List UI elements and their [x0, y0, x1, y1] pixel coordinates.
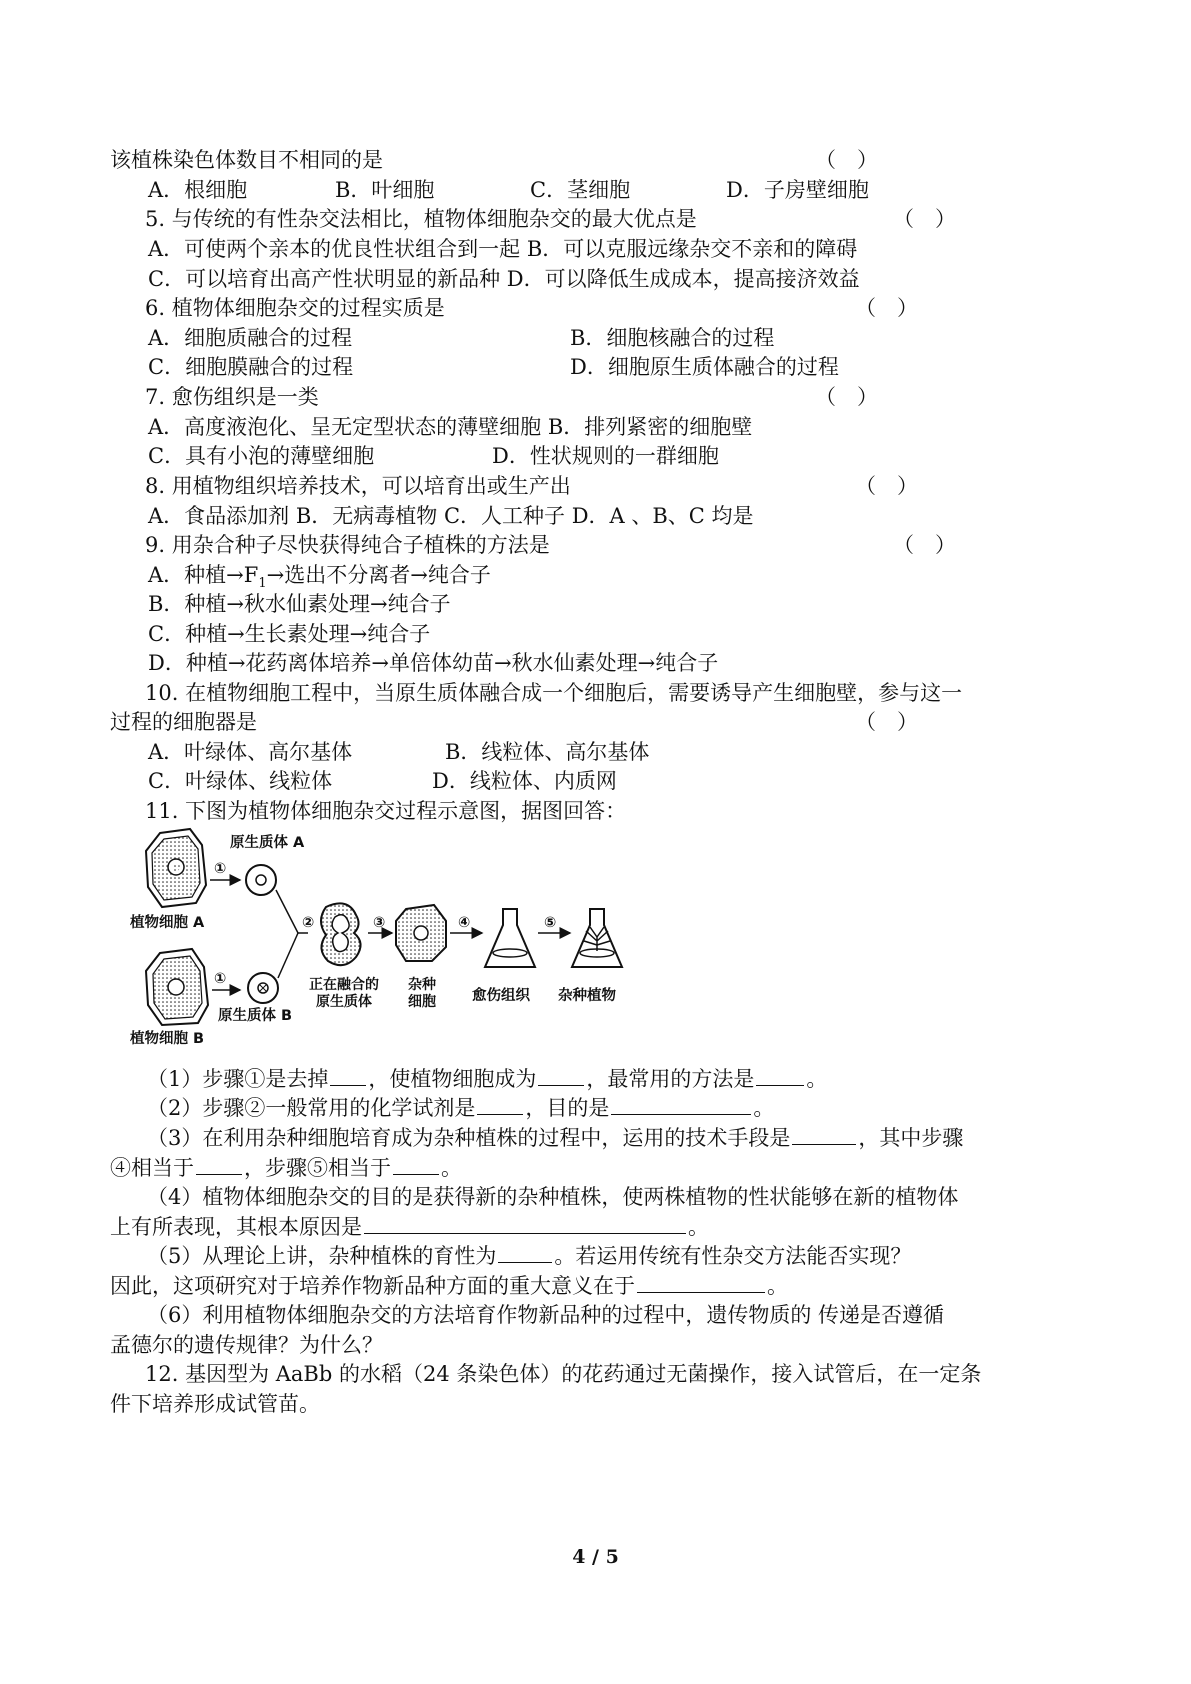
- blank-3a[interactable]: [792, 1124, 856, 1145]
- q11-sub2: （2）步骤②一般常用的化学试剂是 ，目的是 。: [147, 1096, 775, 1120]
- fusing-protoplast-shape: [321, 903, 361, 965]
- callus-label: 愈伤组织: [472, 988, 530, 1004]
- q9-stem: 9. 用杂合种子尽快获得纯合子植株的方法是: [145, 533, 550, 557]
- blank-2b[interactable]: [611, 1094, 751, 1115]
- protoplast-a-label: 原生质体 A: [230, 835, 305, 851]
- q10-option-b: B．线粒体、高尔基体: [445, 740, 650, 764]
- q4-option-d: D．子房壁细胞: [726, 178, 869, 202]
- blank-1c[interactable]: [756, 1065, 804, 1086]
- plant-cell-a-label: 植物细胞 A: [130, 915, 205, 931]
- q7-option-c: C．具有小泡的薄壁细胞: [148, 444, 375, 468]
- blank-4[interactable]: [364, 1213, 686, 1234]
- plant-cell-b-label: 植物细胞 B: [130, 1031, 205, 1047]
- q8-answer-paren: （ ）: [855, 474, 918, 498]
- q5-stem: 5. 与传统的有性杂交法相比，植物体细胞杂交的最大优点是: [145, 207, 697, 231]
- q9-option-c: C．种植→生长素处理→纯合子: [148, 622, 431, 646]
- blank-5b[interactable]: [637, 1272, 765, 1293]
- q8-stem: 8. 用植物组织培养技术，可以培育出或生产出: [145, 474, 571, 498]
- callus-flask-shape: [485, 909, 535, 967]
- q5-options-line2: C．可以培育出高产性状明显的新品种 D．可以降低生成成本，提高接济效益: [148, 267, 860, 291]
- plant-cell-a-shape: [146, 829, 206, 907]
- q7-answer-paren: （ ）: [815, 385, 878, 409]
- q5-answer-paren: （ ）: [893, 207, 956, 231]
- q9-answer-paren: （ ）: [893, 533, 956, 557]
- q11-sub4-line2: 上有所表现，其根本原因是 。: [110, 1215, 709, 1239]
- page-number: 4 / 5: [572, 1546, 619, 1568]
- q9-option-b: B．种植→秋水仙素处理→纯合子: [148, 592, 451, 616]
- q10-option-a: A．叶绿体、高尔基体: [148, 740, 353, 764]
- blank-2a[interactable]: [477, 1094, 523, 1115]
- blank-1b[interactable]: [538, 1065, 584, 1086]
- q6-option-a: A．细胞质融合的过程: [148, 326, 353, 350]
- q10-answer-paren: （ ）: [855, 710, 918, 734]
- blank-3b[interactable]: [196, 1154, 242, 1175]
- q6-option-d: D．细胞原生质体融合的过程: [570, 355, 839, 379]
- blank-3c[interactable]: [393, 1154, 439, 1175]
- plant-cell-b-shape: [146, 949, 208, 1025]
- q4-stem: 该植株染色体数目不相同的是: [110, 148, 383, 172]
- step4-label: ④: [458, 915, 471, 931]
- blank-1a[interactable]: [330, 1065, 366, 1086]
- q11-stem: 11. 下图为植物体细胞杂交过程示意图，据图回答：: [145, 799, 627, 823]
- q11-sub4-line1: （4）植物体细胞杂交的目的是获得新的杂种植株，使两株植物的性状能够在新的植物体: [147, 1185, 959, 1209]
- q11-diagram: [130, 825, 650, 1055]
- q7-option-d: D．性状规则的一群细胞: [492, 444, 719, 468]
- hybrid-plant-label: 杂种植物: [558, 988, 616, 1004]
- q10-stem-line1: 10. 在植物细胞工程中，当原生质体融合成一个细胞后，需要诱导产生细胞壁，参与这一: [145, 681, 963, 705]
- fusing-protoplast-label: 正在融合的 原生质体: [309, 977, 379, 1010]
- protoplast-b-shape: [248, 973, 278, 1003]
- q10-option-d: D．线粒体、内质网: [432, 769, 617, 793]
- hybridization-diagram-svg: [130, 825, 650, 1055]
- q7-options-line1: A．高度液泡化、呈无定型状态的薄壁细胞 B．排列紧密的细胞壁: [148, 415, 753, 439]
- step2-label: ②: [302, 915, 315, 931]
- q9-option-a: A．种植$\to F_1\to$选出不分离者→纯合子: [148, 563, 491, 592]
- q8-options-line1: A．食品添加剂 B．无病毒植物 C．人工种子 D．A 、B、C 均是: [148, 504, 754, 528]
- q11-sub3-line1: （3）在利用杂种细胞培育成为杂种植株的过程中，运用的技术手段是 ，其中步骤: [147, 1126, 964, 1150]
- hybrid-plant-flask-shape: [572, 909, 622, 967]
- q5-options-line1: A．可使两个亲本的优良性状组合到一起 B．可以克服远缘杂交不亲和的障碍: [148, 237, 858, 261]
- hybrid-cell-shape: [396, 905, 446, 961]
- q11-sub1: （1）步骤①是去掉 ，使植物细胞成为 ，最常用的方法是 。: [147, 1067, 828, 1091]
- step3-label: ③: [373, 915, 386, 931]
- q10-stem-line2: 过程的细胞器是: [110, 710, 257, 734]
- step1-a-label: ①: [214, 861, 227, 877]
- q11-sub6-line2: 孟德尔的遗传规律？为什么？: [110, 1333, 383, 1357]
- q4-option-a: A．根细胞: [148, 178, 248, 202]
- q4-answer-paren: （ ）: [815, 148, 878, 172]
- protoplast-b-label: 原生质体 B: [218, 1008, 293, 1024]
- blank-5a[interactable]: [498, 1242, 552, 1263]
- q4-option-b: B．叶细胞: [335, 178, 435, 202]
- q11-sub3-line2: ④相当于 ，步骤⑤相当于 。: [110, 1156, 462, 1180]
- protoplast-a-shape: [246, 865, 276, 895]
- q6-stem: 6. 植物体细胞杂交的过程实质是: [145, 296, 445, 320]
- q11-sub5-line2: 因此，这项研究对于培养作物新品种方面的重大意义在于 。: [110, 1274, 788, 1298]
- step1-b-label: ①: [214, 971, 227, 987]
- q9-option-d: D．种植→花药离体培养→单倍体幼苗→秋水仙素处理→纯合子: [148, 651, 719, 675]
- q6-option-b: B．细胞核融合的过程: [570, 326, 775, 350]
- q4-option-c: C．茎细胞: [530, 178, 631, 202]
- step5-label: ⑤: [544, 915, 557, 931]
- q11-sub5-line1: （5）从理论上讲，杂种植株的育性为 。若运用传统有性杂交方法能否实现？: [147, 1244, 912, 1268]
- hybrid-cell-label: 杂种 细胞: [408, 977, 436, 1010]
- q10-option-c: C．叶绿体、线粒体: [148, 769, 333, 793]
- q12-line2: 件下培养形成试管苗。: [110, 1392, 320, 1416]
- q11-sub6-line1: （6）利用植物体细胞杂交的方法培育作物新品种的过程中，遗传物质的 传递是否遵循: [147, 1303, 945, 1327]
- q7-stem: 7. 愈伤组织是一类: [145, 385, 319, 409]
- q12-line1: 12. 基因型为 AaBb 的水稻（24 条染色体）的花药通过无菌操作，接入试管后，在一定条: [145, 1362, 982, 1386]
- q6-answer-paren: （ ）: [855, 296, 918, 320]
- q6-option-c: C．细胞膜融合的过程: [148, 355, 354, 379]
